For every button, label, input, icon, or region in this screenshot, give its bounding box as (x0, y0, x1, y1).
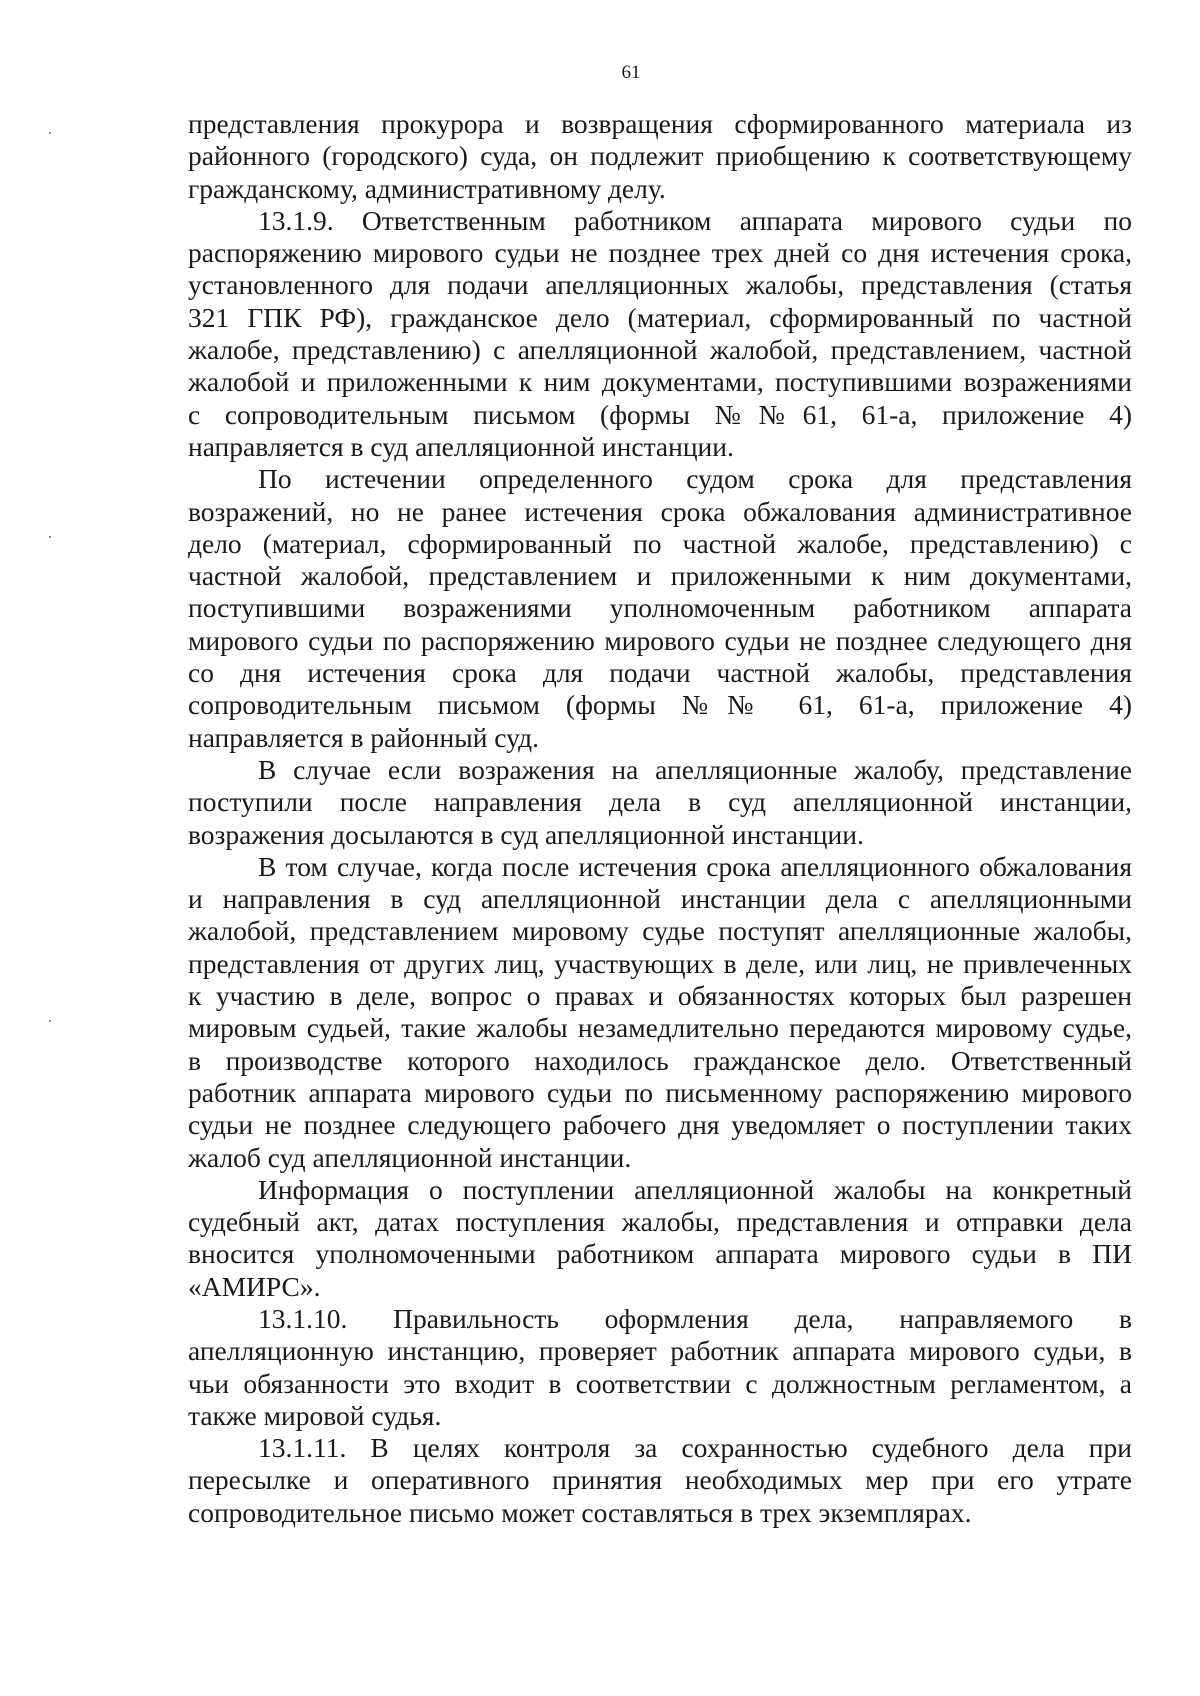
text-line: к участию в деле, вопрос о правах и обязанностях которых был разрешен (188, 980, 1132, 1012)
text-line: поступившими возражениями уполномоченным работником аппарата (188, 592, 1132, 624)
text-line: судьи не позднее следующего рабочего дня уведомляет о поступлении таких (188, 1109, 1132, 1141)
text-line: пересылке и оперативного принятия необходимых мер при его утрате (188, 1464, 1132, 1496)
text-line: направляется в районный суд. (188, 721, 540, 753)
text-line: чьи обязанности это входит в соответствии с должностным регламентом, а (188, 1367, 1132, 1399)
text-line: апелляционную инстанцию, проверяет работник аппарата мирового судьи, в (188, 1335, 1132, 1367)
text-line: дело (материал, сформированный по частной жалобе, представлению) с (188, 527, 1132, 559)
text-line: работник аппарата мирового судьи по письменному распоряжению мирового (188, 1076, 1132, 1108)
text-line: По истечении определенного судом срока для представления (258, 463, 1132, 495)
text-line: «АМИРС». (188, 1270, 321, 1302)
text-line: с сопроводительным письмом (формы №№61, 61-а, приложение 4) (188, 398, 1132, 430)
text-line: возражений, но не ранее истечения срока обжалования административное (188, 495, 1132, 527)
text-line: гражданскому, административному делу. (188, 172, 666, 204)
page-number: 61 (621, 62, 641, 83)
text-line: судебный акт, датах поступления жалобы, представления и отправки дела (188, 1206, 1132, 1238)
text-line: жалобе, представлению) с апелляционной жалобой, представлением, частной (188, 334, 1132, 366)
text-line: поступили после направления дела в суд апелляционной инстанции, (188, 786, 1132, 818)
text-line: 13.1.10. Правильность оформления дела, направляемого в (258, 1302, 1132, 1334)
text-line: жалоб суд апелляционной инстанции. (188, 1141, 632, 1173)
text-line: 13.1.9. Ответственным работником аппарата мирового судьи по (258, 204, 1132, 236)
text-line: В том случае, когда после истечения срока апелляционного обжалования (258, 850, 1132, 882)
text-line: в производстве которого находилось гражданское дело. Ответственный (188, 1044, 1132, 1076)
margin-mark (49, 1020, 51, 1022)
text-line: направляется в суд апелляционной инстанции. (188, 430, 734, 462)
text-line: представления от других лиц, участвующих в деле, или лиц, не привлеченных (188, 947, 1132, 979)
text-line: 321 ГПК РФ), гражданское дело (материал, сформированный по частной (188, 301, 1132, 333)
text-line: сопроводительным письмом (формы №№ 61, 61-а, приложение 4) (188, 689, 1132, 721)
text-line: со дня истечения срока для подачи частной жалобы, представления (188, 657, 1132, 689)
text-line: жалобой, представлением мировому судье поступят апелляционные жалобы, (188, 915, 1132, 947)
text-line: Информация о поступлении апелляционной жалобы на конкретный (258, 1173, 1132, 1205)
text-line: распоряжению мирового судьи не позднее трех дней со дня истечения срока, (188, 237, 1132, 269)
text-line: В случае если возражения на апелляционные жалобу, представление (258, 753, 1132, 785)
text-line: и направления в суд апелляционной инстанции дела с апелляционными (188, 883, 1132, 915)
text-line: представления прокурора и возвращения сформированного материала из (188, 108, 1132, 139)
text-line: установленного для подачи апелляционных жалобы, представления (статья (188, 269, 1132, 301)
document-body (188, 108, 1132, 1529)
text-line: 13.1.11. В целях контроля за сохранностью судебного дела при (258, 1432, 1132, 1464)
text-line: мировым судьей, такие жалобы незамедлительно передаются мировому судье, (188, 1012, 1132, 1044)
text-line: сопроводительное письмо может составляться в трех экземплярах. (188, 1496, 972, 1528)
text-line: жалобой и приложенными к ним документами, поступившими возражениями (188, 366, 1132, 398)
text-line: возражения досылаются в суд апелляционной инстанции. (188, 818, 864, 850)
text-line: вносится уполномоченными работником аппарата мирового судьи в ПИ (188, 1238, 1132, 1270)
text-line: частной жалобой, представлением и приложенными к ним документами, (188, 560, 1132, 592)
margin-mark (49, 132, 51, 134)
margin-mark (49, 536, 51, 538)
text-line: мирового судьи по распоряжению мирового судьи не позднее следующего дня (188, 624, 1132, 656)
text-line: также мировой судья. (188, 1399, 442, 1431)
text-line: районного (городского) суда, он подлежит приобщению к соответствующему (188, 140, 1132, 172)
